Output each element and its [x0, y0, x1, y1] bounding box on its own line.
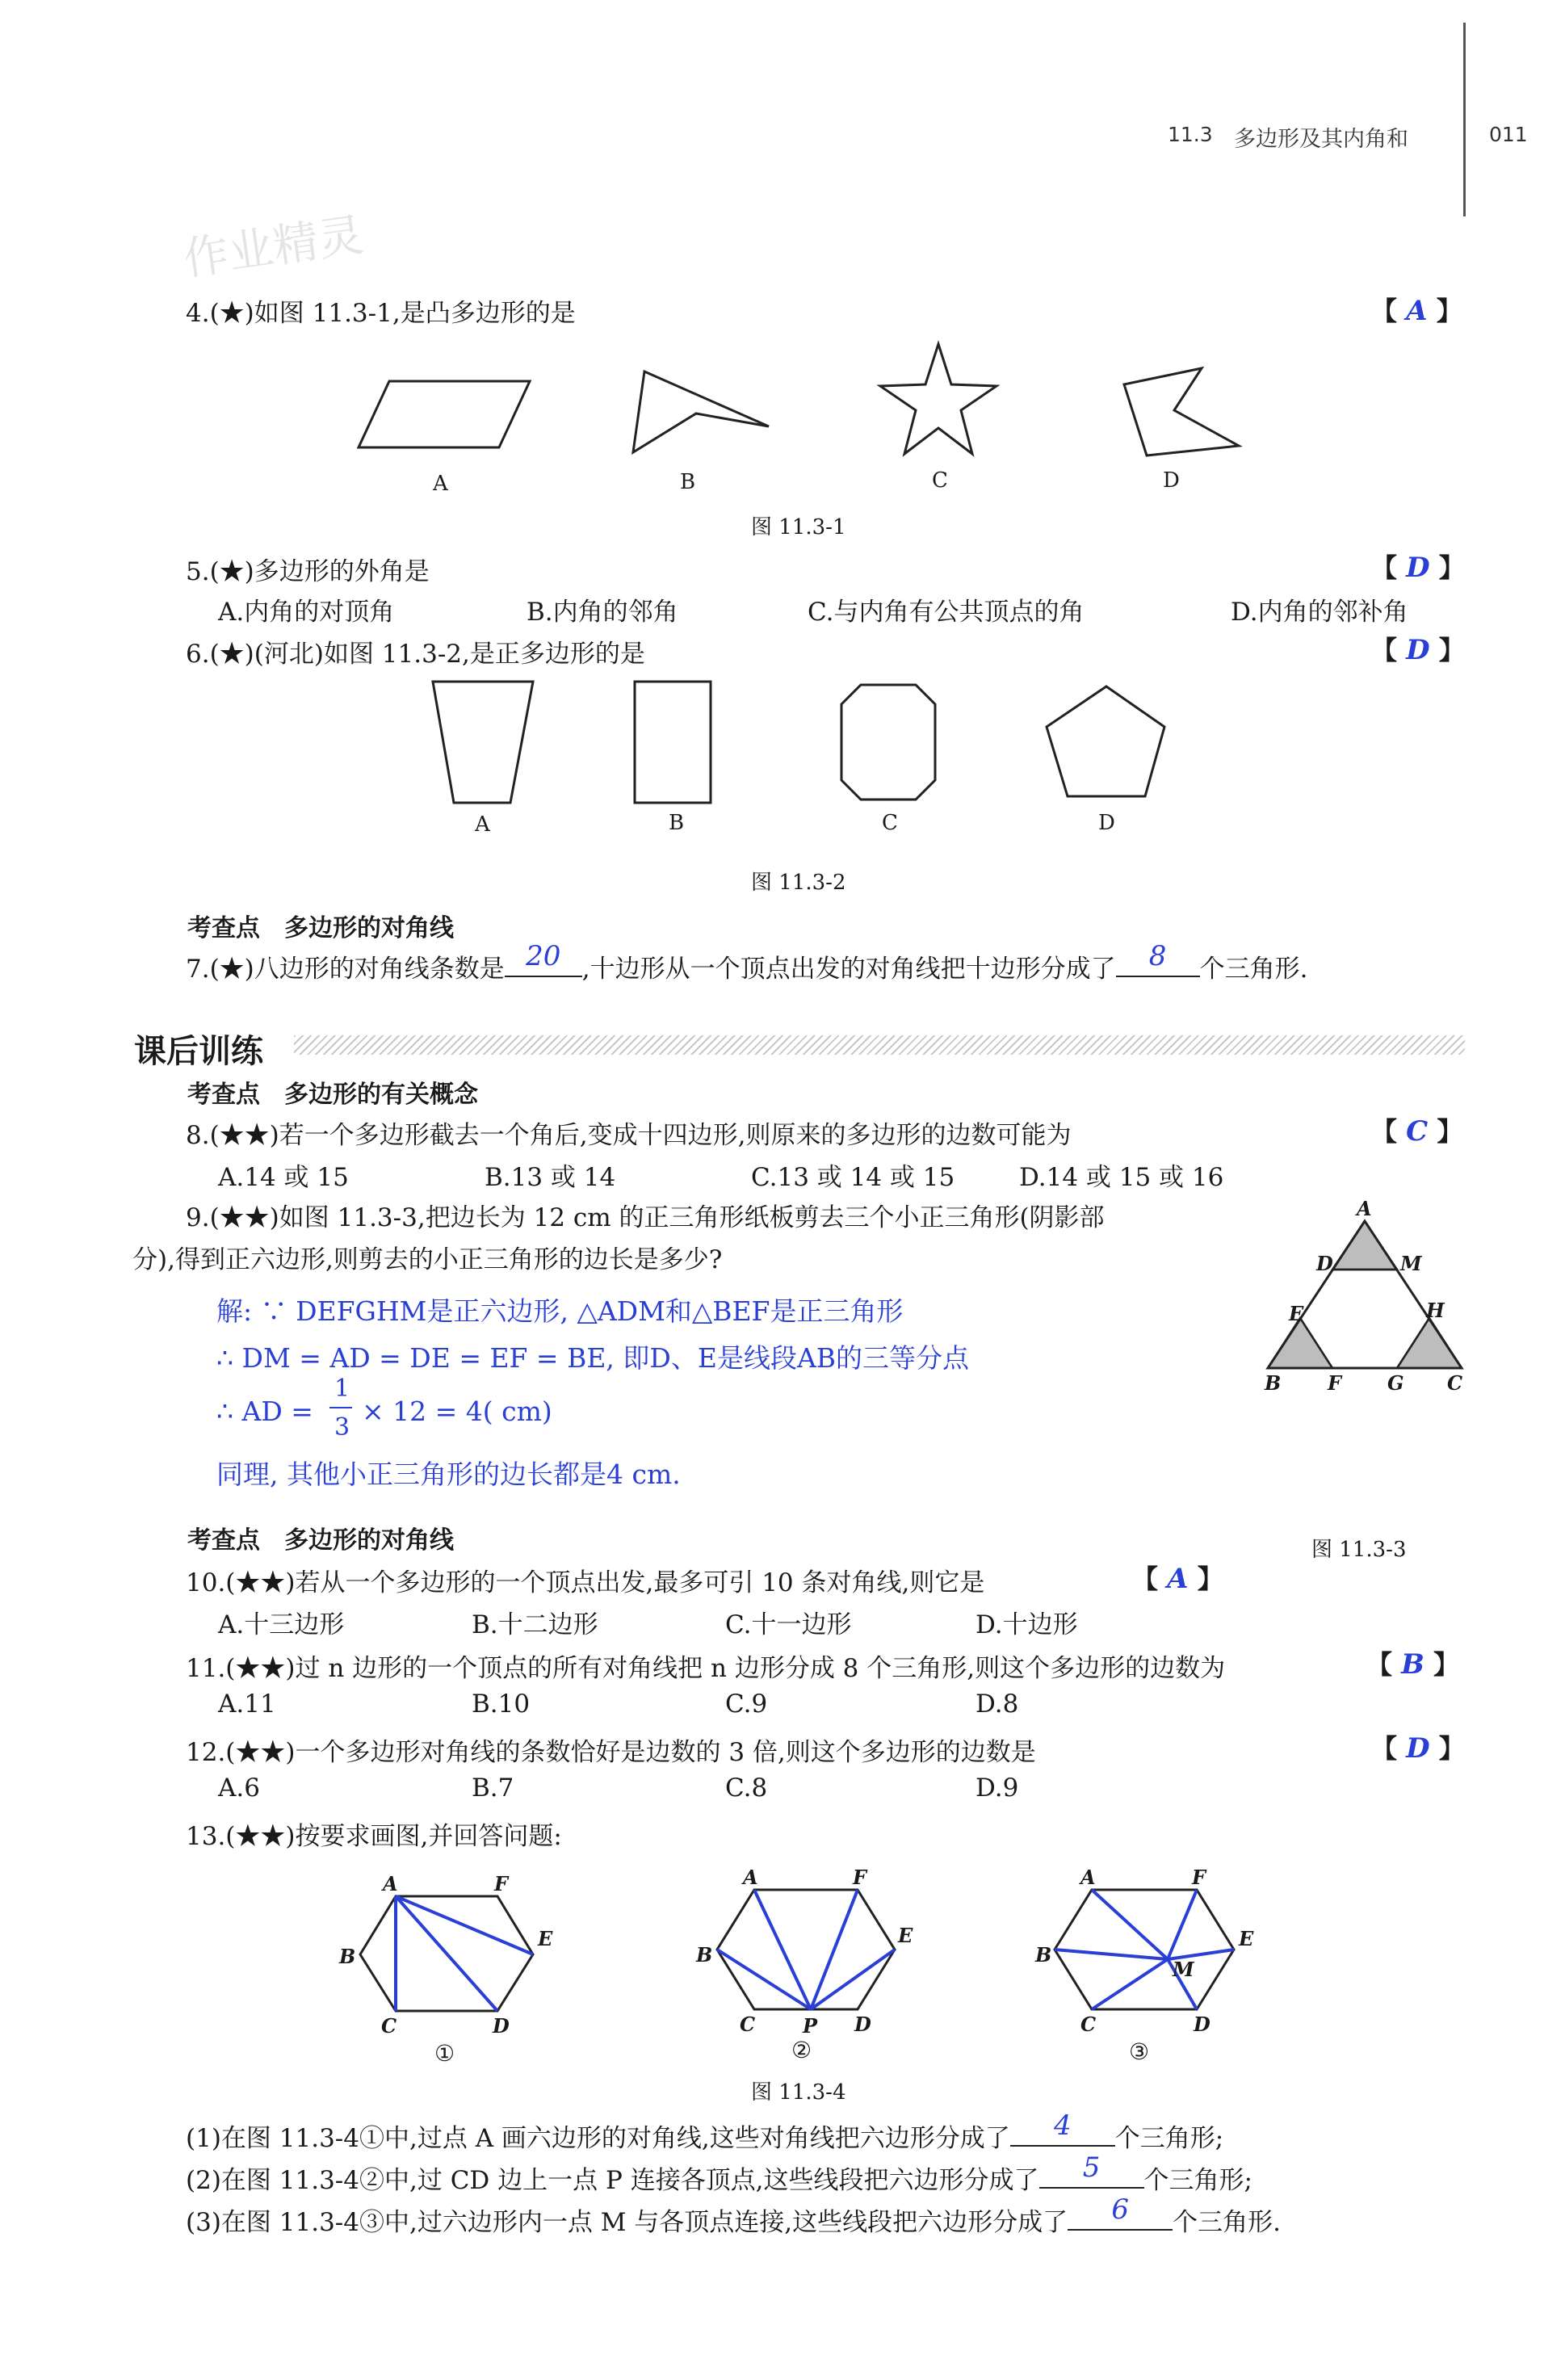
- q10-option-a: A.十三边形: [218, 1610, 345, 1639]
- fig4-3-label-c: C: [1080, 2013, 1097, 2036]
- fig1-label-b: B: [680, 470, 696, 494]
- q5-option-b: B.内角的邻角: [527, 598, 678, 627]
- q7-part1: 7.(★)八边形的对角线条数是: [186, 955, 505, 984]
- fig1-label-c: C: [932, 468, 948, 493]
- fig3-label-f: F: [1328, 1371, 1342, 1395]
- q9-solution-3b: × 12 = 4( cm): [362, 1396, 552, 1427]
- fig4-2-label-a: A: [743, 1866, 758, 1889]
- q13-sub2-post: 个三角形;: [1143, 2166, 1252, 2195]
- key-point-1: 考查点 多边形的对角线: [187, 914, 454, 942]
- fig1-label-a: A: [433, 472, 448, 496]
- hexagon-2: [717, 1890, 895, 2009]
- page-number: 011: [1489, 123, 1528, 146]
- q9-solution-2: ∴ DM = AD = DE = EF = BE, 即D、E是线段AB的三等分点: [216, 1342, 970, 1374]
- answer-bracket-12: 【 D 】: [1371, 1732, 1465, 1765]
- fig3-label-e: E: [1289, 1302, 1304, 1325]
- fig3-label-a: A: [1357, 1197, 1372, 1220]
- q13-sub-3: [186, 2193, 1282, 2238]
- question-12: 12.(★★)一个多边形对角线的条数恰好是边数的 3 倍,则这个多边形的边数是: [186, 1738, 1036, 1767]
- q11-option-d: D.8: [976, 1690, 1019, 1719]
- answer-bracket-4: 【 A 】: [1371, 295, 1462, 327]
- answer-4: A: [1406, 295, 1428, 327]
- key-point-2: 考查点 多边形的有关概念: [187, 1081, 478, 1109]
- fig4-2-label-c: C: [740, 2013, 756, 2036]
- q13-sub3-pre: (3)在图 11.3-4③中,过六边形内一点 M 与各顶点连接,这些线段把六边形分成了: [186, 2208, 1068, 2237]
- q9-solution-3a: ∴ AD =: [216, 1396, 313, 1427]
- q13-answer-2: 5: [1082, 2151, 1101, 2184]
- answer-6: D: [1406, 634, 1430, 666]
- q13-sub3-post: 个三角形.: [1173, 2208, 1282, 2237]
- q5-option-d: D.内角的邻补角: [1231, 598, 1408, 627]
- q13-answer-1: 4: [1053, 2109, 1072, 2142]
- q10-option-d: D.十边形: [976, 1610, 1078, 1639]
- answer-10: A: [1167, 1563, 1189, 1595]
- q13-answer-3: 6: [1111, 2193, 1129, 2226]
- fig4-1-label-a: A: [383, 1872, 398, 1895]
- q12-option-c: C.8: [725, 1773, 768, 1803]
- fig3-label-b: B: [1265, 1371, 1282, 1395]
- q8-option-c: C.13 或 14 或 15: [751, 1163, 955, 1192]
- q5-option-a: A.内角的对顶角: [218, 598, 395, 627]
- q10-option-b: B.十二边形: [472, 1610, 598, 1639]
- q13-blank-2: [1039, 2151, 1144, 2189]
- fig4-num-2: ②: [791, 2037, 812, 2063]
- q10-option-c: C.十一边形: [725, 1610, 852, 1639]
- q8-option-d: D.14 或 15 或 16: [1019, 1163, 1224, 1192]
- answer-12: D: [1406, 1732, 1430, 1765]
- fig4-3-label-d: D: [1194, 2013, 1210, 2036]
- answer-bracket-8: 【 C 】: [1371, 1115, 1463, 1148]
- q7-part2: ,十边形从一个顶点出发的对角线把十边形分成了: [581, 955, 1116, 984]
- header-section-title: 多边形及其内角和: [1234, 127, 1408, 152]
- fig2-caption: 图 11.3-2: [751, 871, 846, 895]
- fig2-label-b: B: [669, 811, 685, 835]
- q12-option-a: A.6: [218, 1773, 260, 1803]
- question-11: 11.(★★)过 n 边形的一个顶点的所有对角线把 n 边形分成 8 个三角形,则这个多边形的边数为: [186, 1654, 1226, 1683]
- fig3-label-d: D: [1316, 1252, 1333, 1275]
- fig4-3-label-b: B: [1035, 1943, 1052, 1967]
- answer-bracket-11: 【 B 】: [1366, 1648, 1460, 1681]
- q13-blank-3: [1068, 2193, 1173, 2231]
- q13-sub-2: [186, 2151, 1252, 2196]
- fig4-2-label-e: E: [898, 1924, 913, 1947]
- fig1-caption: 图 11.3-1: [751, 515, 846, 539]
- fig2-label-a: A: [475, 812, 490, 837]
- fig3-label-h: H: [1426, 1299, 1445, 1322]
- fig4-3-label-f: F: [1192, 1866, 1206, 1889]
- answer-8: C: [1406, 1115, 1429, 1148]
- q8-option-a: A.14 或 15: [218, 1163, 349, 1192]
- question-4: 4.(★)如图 11.3-1,是凸多边形的是: [186, 299, 576, 328]
- fig4-3-label-a: A: [1080, 1866, 1096, 1889]
- fig4-num-3: ③: [1129, 2038, 1150, 2065]
- question-9-line1: 9.(★★)如图 11.3-3,把边长为 12 cm 的正三角形纸板剪去三个小正三角形(阴影部: [186, 1203, 1105, 1232]
- question-5: 5.(★)多边形的外角是: [186, 557, 430, 586]
- fig4-num-1: ①: [434, 2040, 455, 2067]
- section-title: 课后训练: [134, 1033, 263, 1070]
- fig3-label-m: M: [1400, 1252, 1422, 1275]
- q11-option-b: B.10: [472, 1690, 531, 1719]
- fig4-3-label-m: M: [1173, 1958, 1194, 1981]
- q5-option-c: C.与内角有公共顶点的角: [808, 598, 1085, 627]
- q7-answer-1: 20: [526, 940, 561, 972]
- q13-sub2-pre: (2)在图 11.3-4②中,过 CD 边上一点 P 连接各顶点,这些线段把六边形分成了: [186, 2166, 1039, 2195]
- q7-part3: 个三角形.: [1199, 955, 1308, 984]
- question-9-line2: 分),得到正六边形,则剪去的小正三角形的边长是多少?: [132, 1245, 723, 1274]
- answer-11: B: [1401, 1648, 1424, 1681]
- q12-option-d: D.9: [976, 1773, 1019, 1803]
- q13-sub1-post: 个三角形;: [1114, 2124, 1224, 2153]
- fig3-label-g: G: [1387, 1371, 1404, 1395]
- q7-answer-2: 8: [1148, 940, 1167, 972]
- q13-blank-1: [1010, 2109, 1115, 2147]
- q11-option-a: A.11: [218, 1690, 276, 1719]
- q8-option-b: B.13 或 14: [485, 1163, 616, 1192]
- fig4-1-label-c: C: [381, 2014, 397, 2038]
- q9-solution-4: 同理, 其他小正三角形的边长都是4 cm.: [216, 1459, 681, 1490]
- fig1-label-d: D: [1163, 468, 1180, 493]
- fig4-2-label-f: F: [853, 1866, 867, 1889]
- fig4-2-label-p: P: [803, 2014, 818, 2038]
- fig2-label-d: D: [1098, 811, 1115, 835]
- header-section-num: 11.3: [1168, 123, 1213, 146]
- hexagon-3: [1055, 1890, 1234, 2009]
- fig4-3-label-e: E: [1239, 1927, 1254, 1950]
- watermark: 作业精灵: [180, 208, 367, 287]
- question-6: 6.(★)(河北)如图 11.3-2,是正多边形的是: [186, 640, 645, 669]
- answer-5: D: [1406, 552, 1430, 584]
- q12-option-b: B.7: [472, 1773, 514, 1803]
- fig2-label-c: C: [882, 811, 898, 835]
- fig3-caption: 图 11.3-3: [1311, 1538, 1407, 1562]
- fig4-1-label-e: E: [538, 1927, 553, 1950]
- answer-bracket-10: 【 A 】: [1132, 1563, 1223, 1595]
- answer-bracket-5: 【 D 】: [1371, 552, 1465, 584]
- fig4-1-label-b: B: [339, 1945, 356, 1968]
- fig4-caption: 图 11.3-4: [751, 2080, 846, 2105]
- q13-sub1-pre: (1)在图 11.3-4①中,过点 A 画六边形的对角线,这些对角线把六边形分成了: [186, 2124, 1010, 2153]
- question-13: 13.(★★)按要求画图,并回答问题:: [186, 1822, 562, 1851]
- q9-solution-fraction-num: 1: [334, 1375, 350, 1403]
- question-8: 8.(★★)若一个多边形截去一个角后,变成十四边形,则原来的多边形的边数可能为: [186, 1121, 1072, 1150]
- key-point-3: 考查点 多边形的对角线: [187, 1526, 454, 1555]
- q9-solution-1: 解: ∵ DEFGHM是正六边形, △ADM和△BEF是正三角形: [216, 1295, 904, 1327]
- fig4-2-label-b: B: [696, 1943, 713, 1967]
- diagonals-1: [396, 1896, 533, 2011]
- question-10: 10.(★★)若从一个多边形的一个顶点出发,最多可引 10 条对角线,则它是: [186, 1568, 985, 1597]
- fig4-1-label-f: F: [494, 1872, 509, 1895]
- answer-bracket-6: 【 D 】: [1371, 634, 1465, 666]
- fig4-2-label-d: D: [854, 2013, 871, 2036]
- q11-option-c: C.9: [725, 1690, 768, 1719]
- q9-solution-fraction-den: 3: [334, 1413, 350, 1442]
- fig4-1-label-d: D: [493, 2014, 510, 2038]
- q13-sub-1: [186, 2109, 1224, 2154]
- fig3-label-c: C: [1447, 1371, 1463, 1395]
